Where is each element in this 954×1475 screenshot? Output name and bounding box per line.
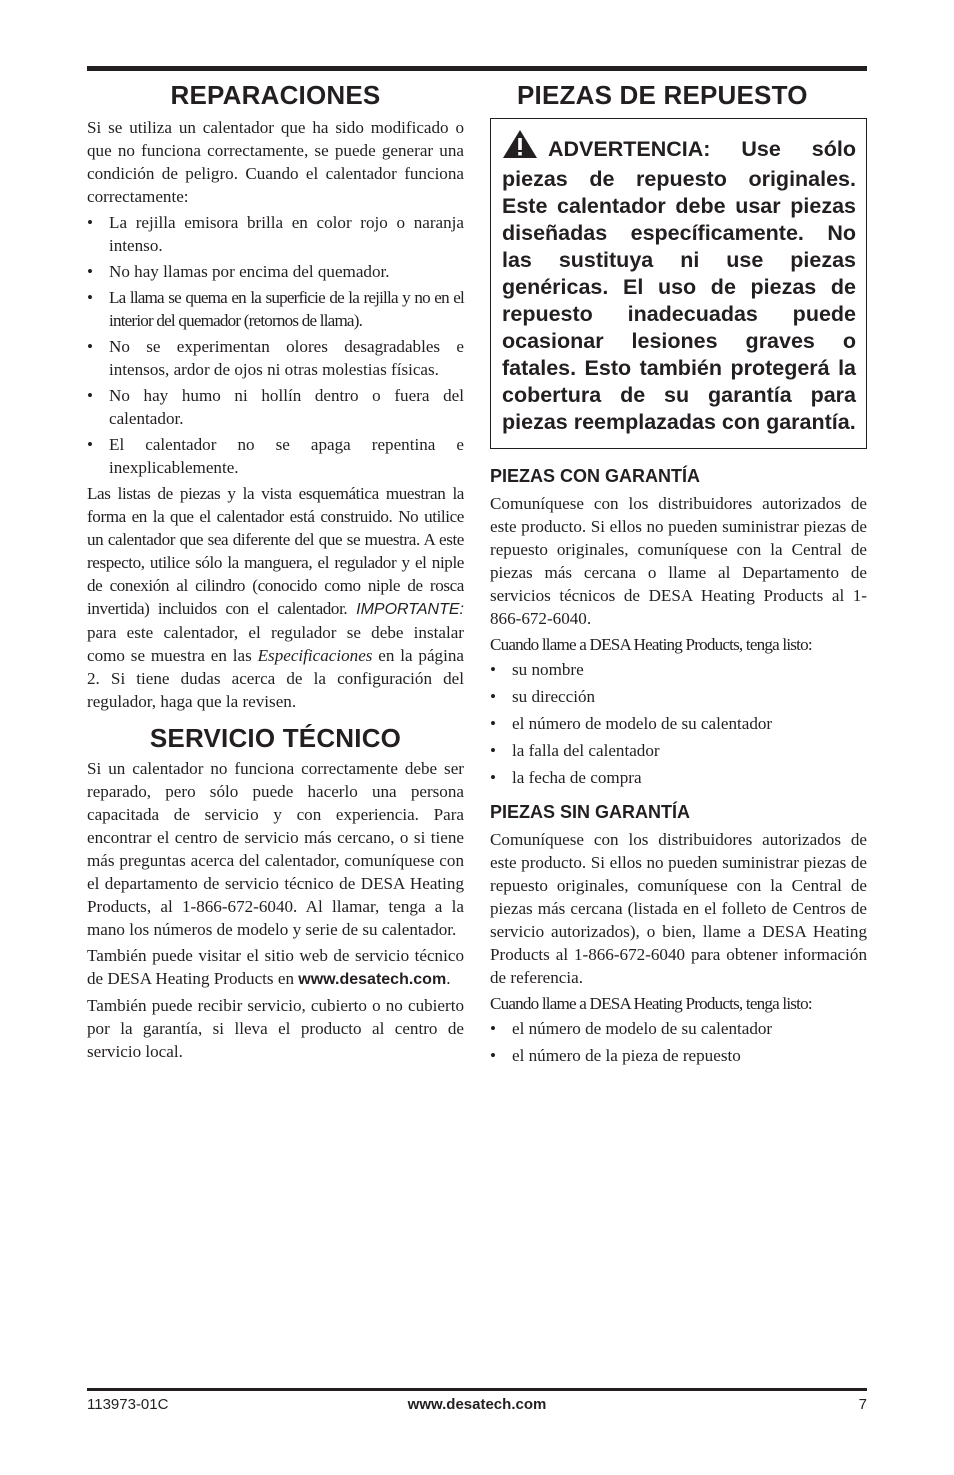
sin-garantia-paragraph: Comuníquese con los distribuidores autorizados de este producto. Si ellos no pueden suministrar piezas de repuesto originales, comuníquese con la Central de piezas más cercana (listada en el folleto de Centros de servicio autorizados), o bien, llame a DESA Heating Products al 1-866-672-6040 para obtener información de referencia.	[490, 830, 867, 987]
website-link[interactable]: www.desatech.com	[298, 971, 447, 988]
paragraph-text: También puede visitar el sitio web de servicio técnico de DESA Heating Products en	[87, 946, 464, 988]
servicio-paragraph: Si un calentador no funciona correctamente debe ser reparado, pero sólo puede hacerlo una persona capacitada de servicio y con experiencia. Para encontrar el centro de servicio más cercano, o si tiene más preguntas acerca del calentador, comuníquese con el departamento de servicio técnico de DESA Heating Products, al 1-866-672-6040. Al llamar, tenga a la mano los números de modelo y serie de su calentador.	[87, 759, 464, 939]
list-item: • La rejilla emisora brilla en color rojo o naranja intenso.	[87, 211, 464, 257]
reparaciones-heading: REPARACIONES	[170, 80, 381, 110]
sin-garantia-lead: Cuando llame a DESA Heating Products, tenga listo:	[490, 994, 812, 1013]
reparaciones-paragraph	[87, 482, 464, 713]
warning-box	[490, 118, 867, 449]
warning-triangle-icon	[502, 129, 538, 166]
page-number: 7	[858, 1396, 867, 1413]
page-footer	[87, 1396, 867, 1416]
list-item: • No se experimentan olores desagradables e intensos, ardor de ojos ni otras molestias físicas.	[87, 335, 464, 381]
list-item: • su dirección	[490, 685, 867, 708]
document-code: 113973-01C	[87, 1396, 169, 1413]
list-item: • el número de modelo de su calentador	[490, 1017, 867, 1040]
top-rule	[87, 66, 867, 71]
con-garantia-paragraph: Comuníquese con los distribuidores autorizados de este producto. Si ellos no pueden suministrar piezas de repuesto originales, comuníquese con la Central de piezas más cercana o llame al Departamento de servicios técnicos de DESA Heating Products al 1-866-672-6040.	[490, 494, 867, 628]
list-item: • La llama se quema en la superficie de la rejilla y no en el interior del quemador (retornos de llama).	[87, 286, 464, 332]
piezas-con-garantia-heading: PIEZAS CON GARANTÍA	[490, 466, 701, 486]
reparaciones-intro: Si se utiliza un calentador que ha sido modificado o que no funciona correctamente, se puede generar una condición de peligro. Cuando el calentador funciona correctamente:	[87, 118, 464, 206]
importante-label: IMPORTANTE:	[356, 601, 464, 618]
footer-website: www.desatech.com	[407, 1396, 547, 1413]
con-garantia-bullet-list	[490, 658, 867, 789]
list-item: • el número de modelo de su calentador	[490, 712, 867, 735]
piezas-sin-garantia-heading: PIEZAS SIN GARANTÍA	[490, 802, 691, 822]
list-item: • No hay llamas por encima del quemador.	[87, 260, 464, 283]
paragraph-text: para este calentador, el regulador se debe instalar como se muestra en las	[87, 623, 464, 665]
list-item: • su nombre	[490, 658, 867, 681]
servicio-local-paragraph: También puede recibir servicio, cubierto o no cubierto por la garantía, si lleva el producto al centro de servicio local.	[87, 996, 464, 1061]
paragraph-text: .	[446, 969, 451, 988]
footer-rule	[87, 1388, 867, 1391]
paragraph-text: Las listas de piezas y la vista esquemática muestran la forma en la que el calentador está construido. No utilice un calentador que sea diferente del que se muestra. A este respecto, utilice sólo la manguera, el regulador y el niple de conexión al cilindro (conocido como niple de rosca invertida) incluidos con el calentador.	[87, 484, 464, 618]
servicio-tecnico-heading: SERVICIO TÉCNICO	[149, 723, 402, 753]
servicio-website-paragraph	[87, 944, 464, 991]
list-item: • la falla del calentador	[490, 739, 867, 762]
reparaciones-bullet-list	[87, 211, 464, 479]
list-item: • El calentador no se apaga repentina e inexplicablemente.	[87, 433, 464, 479]
list-item: • la fecha de compra	[490, 766, 867, 789]
piezas-repuesto-heading: PIEZAS DE REPUESTO	[517, 80, 808, 110]
right-column	[490, 80, 867, 1067]
list-item: • el número de la pieza de repuesto	[490, 1044, 867, 1067]
left-column	[87, 80, 464, 1063]
warning-text: ADVERTENCIA: Use sólo piezas de repuesto originales. Este calentador debe usar piezas diseñadas específicamente. No las sustituya ni use piezas genéricas. El uso de piezas de repuesto inadecuadas puede ocasionar lesiones graves o fatales. Esto también protegerá la cobertura de su garantía para piezas reemplazadas con garantía.	[502, 137, 856, 434]
con-garantia-lead: Cuando llame a DESA Heating Products, tenga listo:	[490, 635, 812, 654]
sin-garantia-bullet-list	[490, 1017, 867, 1067]
list-item: • No hay humo ni hollín dentro o fuera del calentador.	[87, 384, 464, 430]
paragraph-text: en la página 2. Si tiene dudas acerca de la configuración del regulador, haga que la revisen.	[87, 646, 464, 711]
especificaciones-reference: Especificaciones	[257, 646, 373, 665]
